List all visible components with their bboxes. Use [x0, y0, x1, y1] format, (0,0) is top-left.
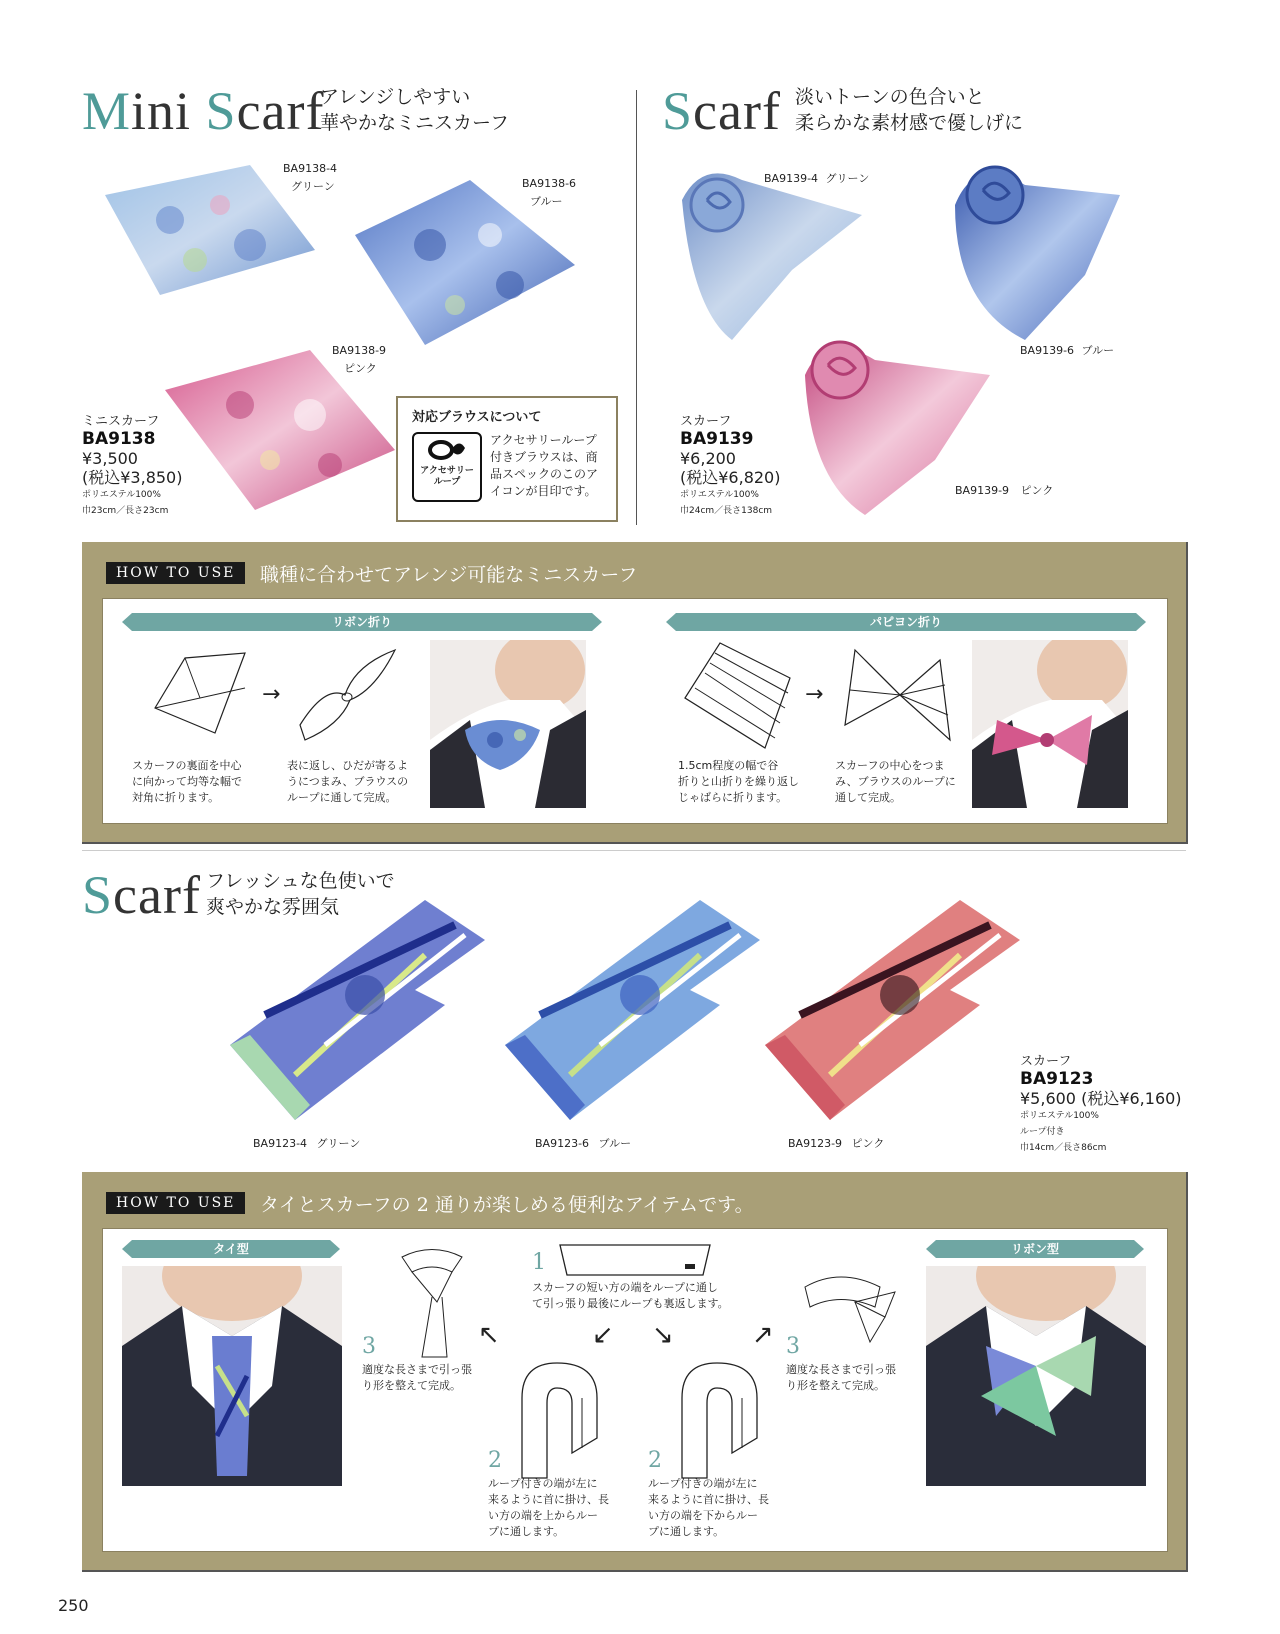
variant-label: BA9138-9 ピンク	[332, 344, 387, 375]
howto2-step1-text: スカーフの短い方の端をループに通し て引っ張り最後にループも裏返します。	[532, 1281, 729, 1310]
curved-arrow-icon: ↙	[592, 1320, 614, 1350]
step2b-diagram	[672, 1358, 767, 1483]
howto-heading: 職種に合わせてアレンジ可能なミニスカーフ	[260, 564, 638, 586]
step2a-diagram	[512, 1358, 607, 1483]
scarf-info: スカーフ BA9139 ¥6,200 (税込¥6,820) ポリエステル100% 巾24cm／長さ138cm	[680, 414, 781, 516]
howto2-step2a-text: ループ付きの端が左に 来るように首に掛け、長 い方の端を上からルー プに通します。	[488, 1477, 609, 1538]
papillon-fold-step1-diagram	[680, 638, 795, 753]
step3-tie-diagram	[392, 1242, 472, 1360]
howto2-step2b-text: ループ付きの端が左に 来るように首に掛け、長 い方の端を下からルー プに通します。	[648, 1477, 769, 1538]
scarf-blue-image	[935, 155, 1125, 345]
papillon-fold-step2-diagram	[840, 640, 960, 745]
papillon-fold-band: パピヨン折り	[676, 613, 1136, 631]
tie-style-photo	[122, 1266, 342, 1486]
scarf2-title: Scarf	[82, 865, 201, 925]
howto-heading: タイとスカーフの 2 通りが楽しめる便利なアイテムです。	[260, 1194, 754, 1216]
scarf2-pink-image	[760, 895, 1025, 1125]
scarf2-info: スカーフ BA9123 ¥5,600 (税込¥6,160) ポリエステル100% ループ付き 巾14cm／長さ86cm	[1020, 1054, 1182, 1153]
howto1-step4-text: スカーフの中心をつま み、ブラウスのループに 通して完成。	[835, 759, 956, 804]
howto1-step2-text: 表に返し、ひだが寄るよ うにつまみ、ブラウスの ループに通して完成。	[287, 759, 409, 804]
howto-tag: HOW TO USE	[106, 1192, 245, 1214]
ribbon-style-photo	[926, 1266, 1146, 1486]
variant-label: BA9139-9 ピンク	[955, 484, 1054, 497]
scarf-title: Scarf	[662, 81, 781, 141]
ribbon-fold-band: リボン折り	[132, 613, 592, 631]
ribbon-fold-step1-diagram	[150, 648, 250, 738]
variant-label: BA9139-4 グリーン	[764, 172, 870, 185]
step-number: 1	[532, 1250, 546, 1275]
variant-label: BA9138-4 グリーン	[283, 162, 338, 193]
tie-style-band: タイ型	[132, 1240, 330, 1258]
step-number: 2	[488, 1448, 502, 1473]
step3-ribbon-diagram	[800, 1262, 900, 1344]
curved-arrow-icon: ↗	[752, 1320, 774, 1350]
variant-label: BA9123-4 グリーン	[253, 1137, 361, 1150]
ribbon-fold-step2-diagram	[295, 645, 400, 745]
page-number: 250	[58, 1596, 89, 1615]
howto2-step3b-text: 適度な長さまで引っ張 り形を整えて完成。	[786, 1363, 896, 1392]
variant-label: BA9123-9 ピンク	[788, 1137, 885, 1150]
blouse-note-box	[396, 396, 618, 522]
step-number: 3	[786, 1334, 800, 1359]
ribbon-style-band: リボン型	[936, 1240, 1134, 1258]
howto1-step3-text: 1.5cm程度の幅で谷 折りと山折りを繰り返し じゃばらに折ります。	[678, 759, 799, 804]
section-divider-horizontal	[82, 850, 1186, 851]
step1-scarf-diagram	[555, 1240, 715, 1280]
mini-scarf-info: ミニスカーフ BA9138 ¥3,500 (税込¥3,850) ポリエステル100% 巾23cm／長さ23cm	[82, 414, 183, 516]
ribbon-fold-photo	[430, 640, 586, 808]
mini-scarf-subtitle: アレンジしやすい 華やかなミニスカーフ	[320, 86, 510, 134]
arrow-icon: →	[262, 682, 281, 707]
scarf-subtitle: 淡いトーンの色合いと 柔らかな素材感で優しげに	[795, 86, 1024, 134]
howto2-step3a-text: 適度な長さまで引っ張 り形を整えて完成。	[362, 1363, 472, 1392]
loop-glyph-icon	[427, 438, 467, 462]
scarf2-blue-image	[500, 895, 765, 1125]
curved-arrow-icon: ↖	[478, 1320, 500, 1350]
variant-label: BA9139-6 ブルー	[1020, 344, 1115, 357]
step-number: 2	[648, 1448, 662, 1473]
variant-label: BA9123-6 ブルー	[535, 1137, 632, 1150]
papillon-fold-photo	[972, 640, 1128, 808]
blouse-note-text: アクセサリーループ 付きブラウスは、商 品スペックのこのア イコンが目印です。	[490, 433, 599, 498]
curved-arrow-icon: ↘	[652, 1320, 674, 1350]
howto1-step1-text: スカーフの裏面を中心 に向かって均等な幅で 対角に折ります。	[132, 759, 242, 804]
variant-label: BA9138-6 ブルー	[522, 177, 577, 208]
howto-tag: HOW TO USE	[106, 562, 245, 584]
section-divider	[636, 90, 637, 525]
arrow-icon: →	[805, 682, 824, 707]
blouse-note-title: 対応ブラウスについて	[412, 410, 542, 425]
scarf2-subtitle: フレッシュな色使いで 爽やかな雰囲気	[206, 870, 395, 918]
step-number: 3	[362, 1334, 376, 1359]
scarf2-green-image	[225, 895, 490, 1125]
mini-scarf-title: Mini Scarf	[82, 81, 325, 141]
accessory-loop-icon: アクセサリー ループ	[412, 432, 482, 502]
